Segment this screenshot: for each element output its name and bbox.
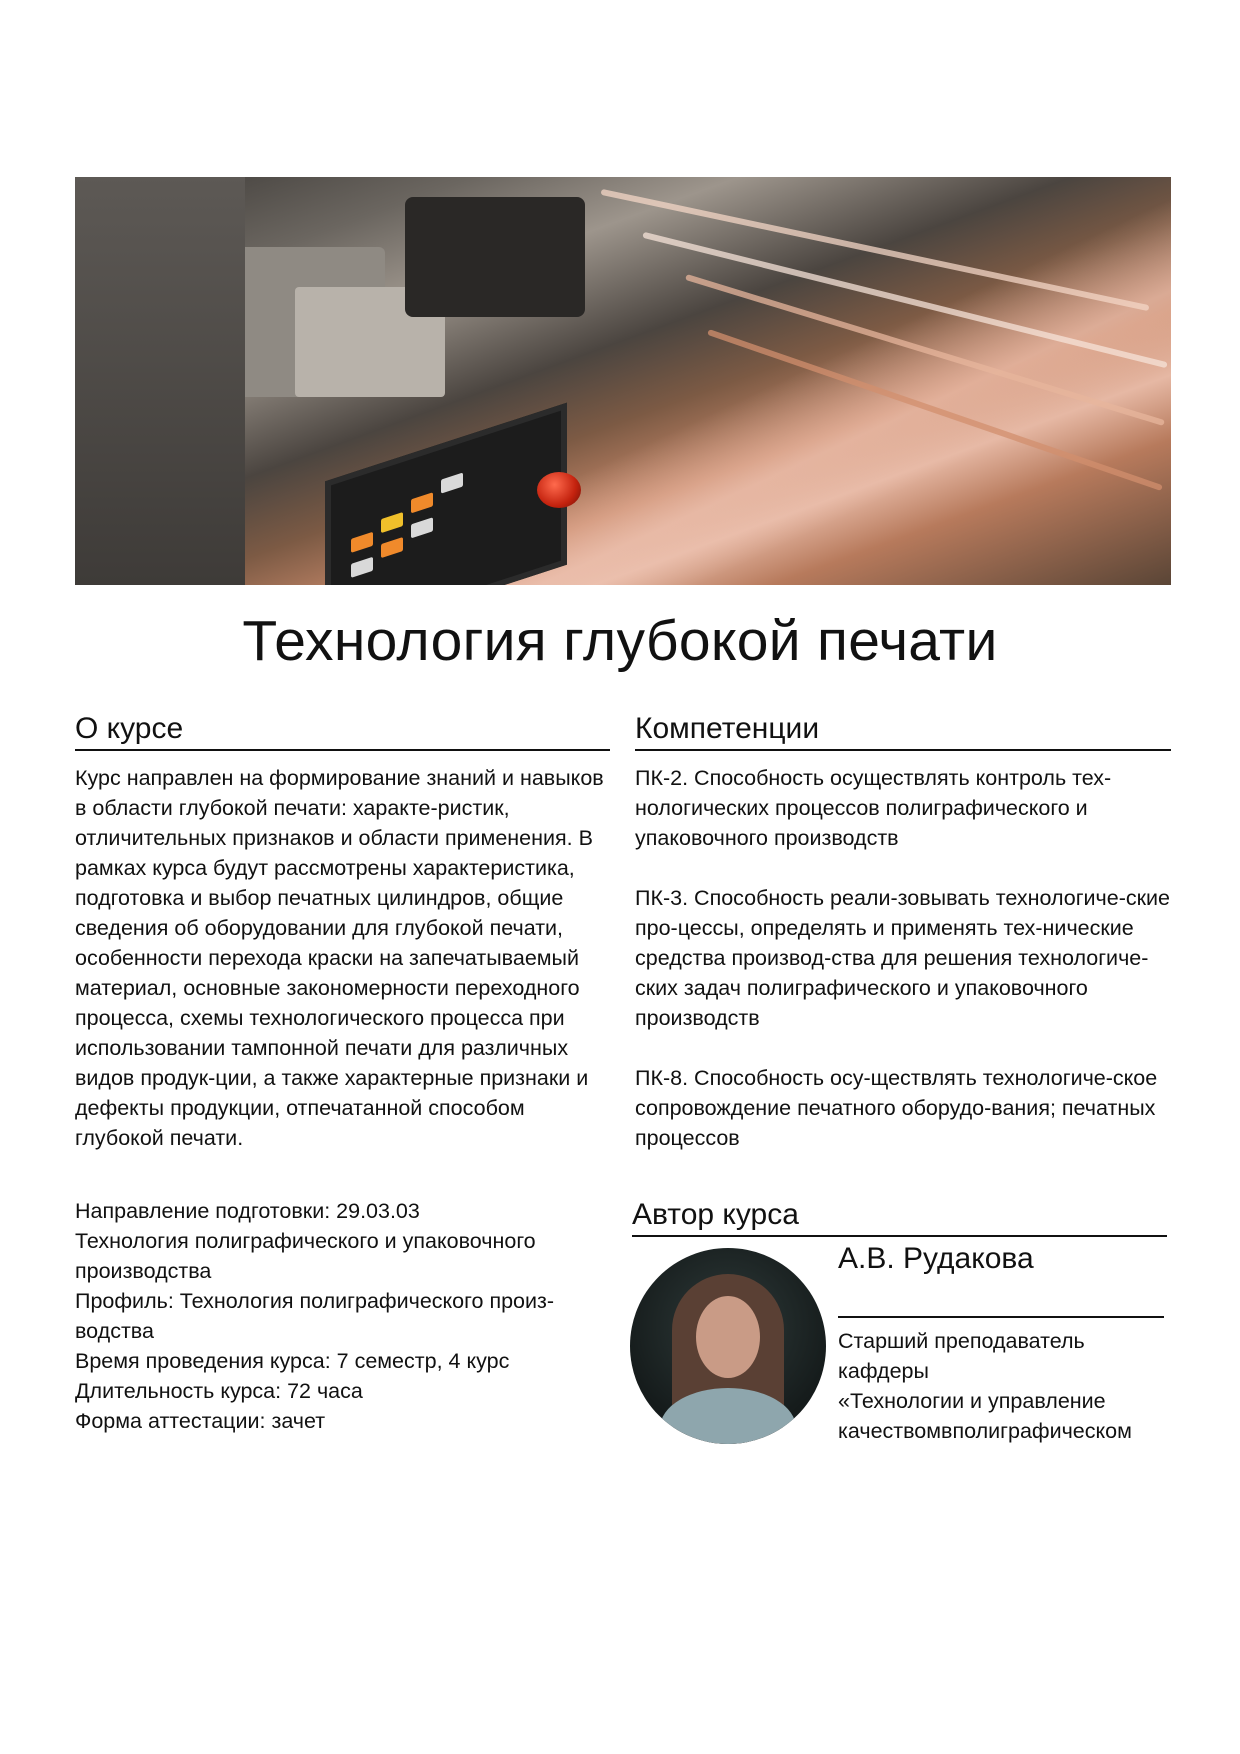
author-role-line: Старший преподаватель xyxy=(838,1329,1085,1353)
assessment-form: Форма аттестации: зачет xyxy=(75,1409,326,1433)
author-role-line: качествомвполиграфическом xyxy=(838,1419,1132,1443)
hero-image xyxy=(75,177,1171,585)
direction-name: Технология полиграфического и упаковочного производства xyxy=(75,1229,536,1283)
profile: Профиль: Технология полиграфического произ-водства xyxy=(75,1289,555,1343)
author-photo xyxy=(630,1248,826,1444)
author-name: А.В. Рудакова xyxy=(838,1242,1034,1275)
course-duration: Длительность курса: 72 часа xyxy=(75,1379,363,1403)
author-role-line: кафдеры xyxy=(838,1359,929,1383)
competency-item: ПК-3. Способность реали-зовывать технологиче-ские про-цессы, определять и применять тех-нические средства производ-ства для решения технологиче-ских задач полиграфического и упаковочного производств xyxy=(635,886,1170,1030)
competencies-heading: Компетенции xyxy=(635,712,1171,751)
competency-item: ПК-2. Способность осуществлять контроль тех-нологических процессов полиграфического и упаковочного производств xyxy=(635,766,1112,850)
control-panel-screen xyxy=(325,403,567,585)
direction-code: Направление подготовки: 29.03.03 xyxy=(75,1199,420,1223)
course-meta xyxy=(75,1196,615,1436)
competency-item: ПК-8. Способность осу-ществлять технологиче-ское сопровождение печатного оборудо-вания; печатных процессов xyxy=(635,1066,1158,1150)
about-description: Курс направлен на формирование знаний и навыков в области глубокой печати: характе-ристик, отличительных признаков и области применения. В рамках курса будут рассмотрены характеристика, подготовка и выбор печатных цилиндров, общие сведения об оборудовании для глубокой печати, особенности перехода краски на запечатываемый материал, основные закономерности переходного процесса, схемы технологического процесса при использовании тампонной печати для различных видов продук-ции, а также характерные признаки и дефекты продукции, отпечатанной способом глубокой печати. xyxy=(75,766,604,1150)
course-time: Время проведения курса: 7 семестр, 4 курс xyxy=(75,1349,510,1373)
about-heading: О курсе xyxy=(75,712,610,751)
author-role-line: «Технологии и управление xyxy=(838,1389,1106,1413)
author-heading: Автор курса xyxy=(632,1198,1167,1237)
author-divider xyxy=(838,1316,1164,1318)
author-role xyxy=(838,1326,1174,1446)
emergency-stop-icon xyxy=(537,472,581,508)
page-title: Технология глубокой печати xyxy=(242,609,998,673)
